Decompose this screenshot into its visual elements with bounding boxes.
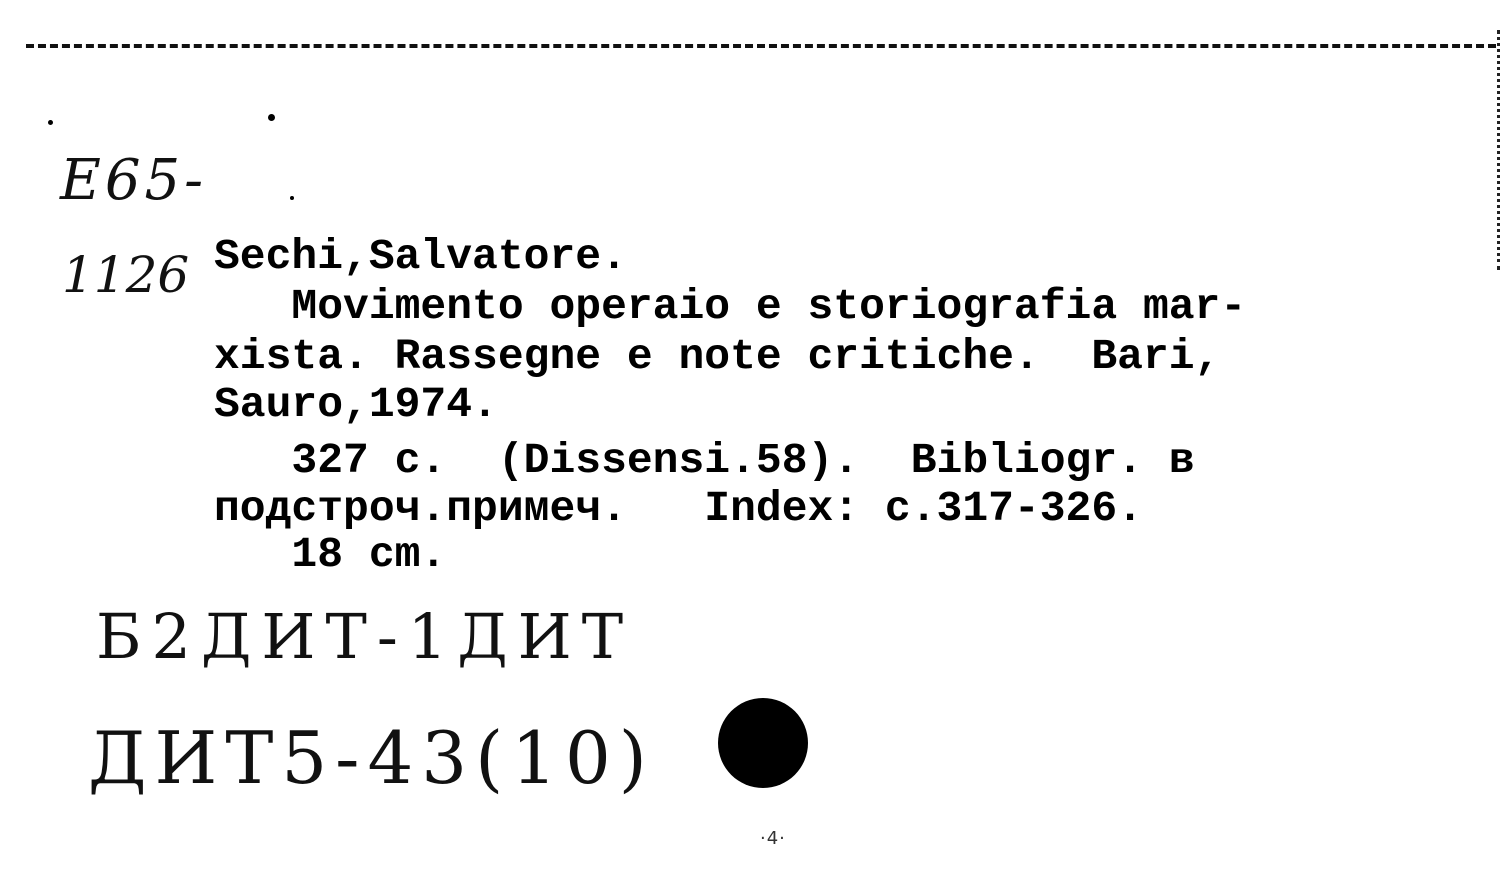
- imprint-line: Sauro,1974.: [214, 380, 498, 429]
- card-top-border: [26, 44, 1496, 48]
- collation-line: 327 c. (Dissensi.58). Bibliogr. в: [214, 436, 1195, 485]
- speck-mark: [268, 114, 275, 121]
- title-line-2: xista. Rassegne e note critiche. Bari,: [214, 332, 1221, 381]
- speck-mark: [48, 120, 53, 125]
- size-line: 18 cm.: [214, 530, 447, 579]
- speck-mark: [290, 196, 294, 200]
- notes-line: подстроч.примеч. Index: c.317-326.: [214, 484, 1143, 533]
- title-line-1: Movimento operaio e storiografia mar-: [214, 282, 1247, 331]
- footer-mark: ·4·: [760, 828, 786, 849]
- handwritten-location-2: ДИТ5-43(10): [88, 716, 655, 800]
- author-heading: Sechi,Salvatore.: [214, 232, 627, 281]
- card-right-edge: [1497, 30, 1500, 270]
- shelfmark-line1: E65-: [60, 148, 208, 213]
- shelfmark-line2: 1126: [62, 246, 190, 304]
- handwritten-location-1: Б2ДИТ-1ДИТ: [96, 600, 634, 673]
- punch-hole: [718, 698, 808, 788]
